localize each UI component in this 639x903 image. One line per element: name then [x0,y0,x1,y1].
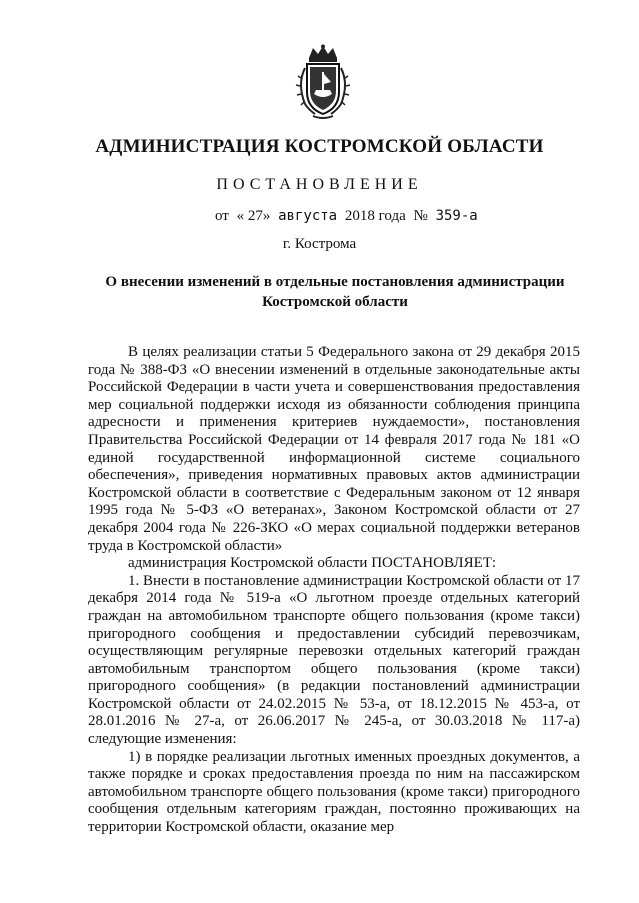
number-sign: № [413,208,428,224]
document-number: 359-а [435,208,478,224]
document-body [88,344,580,837]
organization-title: АДМИНИСТРАЦИЯ КОСТРОМСКОЙ ОБЛАСТИ [95,136,544,157]
date-prefix: от [215,208,229,224]
document-date-number [215,208,482,225]
paragraph-subitem-1: 1) в порядке реализации льготных именных проездных документов, а также порядке и сроках предоставления проезда по ним на пассажирском автомобильном транспорте общего пользования (кроме такси) пригородного сообщения отдельным категориям граждан, постоянно проживающих на территории Костромской области, оказание мер [88,748,580,836]
paragraph-resolution: администрация Костромской области ПОСТАНОВЛЯЕТ: [128,555,497,572]
city-name: г. Кострома [282,236,357,252]
paragraph-preamble: В целях реализации статьи 5 Федерального закона от 29 декабря 2015 года № 388-ФЗ «О внесении изменений в отдельные законодательные акты Российской Федерации в части учета и совершенствования предоставления мер социальной поддержки исходя из обязанности соблюдения принципа адресности и применения критериев нуждаемости», постановления Правительства Российской Федерации от 14 февраля 2017 года № 181 «О единой государственной информационной системе социального обеспечения», приведения нормативных правовых актов администрации Костромской области в соответствие с Федеральным законом от 12 января 1995 года № 5-ФЗ «О ветеранах», Законом Костромской области от 27 декабря 2004 года № 226-ЗКО «О мерах социальной поддержки ветеранов труда в Костромской области» [88,344,580,554]
date-year: 2018 года [344,208,406,224]
document-subject: О внесении изменений в отдельные постановления администрации Костромской области [105,274,565,310]
paragraph-item-1: 1. Внести в постановление администрации Костромской области от 17 декабря 2014 года № 519-а «О льготном проезде отдельных категорий граждан на автомобильном транспорте общего пользования (кроме такси) пригородного сообщения и предоставлении субсидий перевозчикам, осуществляющим регулярные перевозки отдельных категорий граждан автомобильным транспортом общего пользования (кроме такси) пригородного сообщения» (в редакции постановлений администрации Костромской области от 24.02.2015 № 53-а, от 18.12.2015 № 453-а, от 28.01.2016 № 27-а, от 26.06.2017 № 245-а, от 30.03.2018 № 117-а) следующие изменения: [88,572,580,748]
date-month: августа [278,208,338,224]
date-day: « 27» [236,208,271,224]
document-type: ПОСТАНОВЛЕНИЕ [216,176,423,193]
coat-of-arms-emblem [295,44,351,120]
